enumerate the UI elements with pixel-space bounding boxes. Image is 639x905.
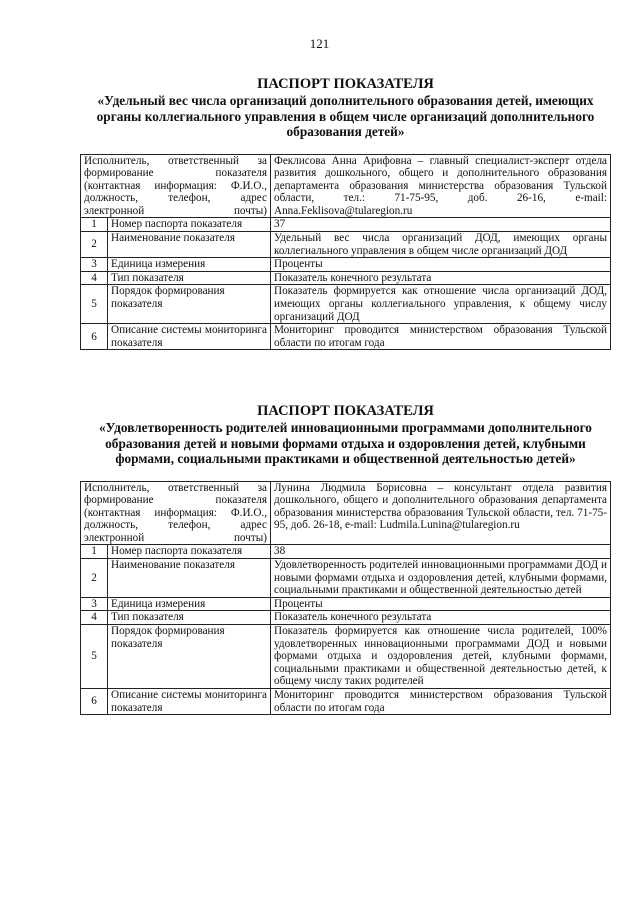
row-label: Порядок формирования показателя bbox=[108, 625, 271, 689]
row-label: Описание системы мониторинга показателя bbox=[108, 324, 271, 350]
table-row bbox=[81, 232, 611, 258]
row-value: Показатель конечного результата bbox=[271, 611, 611, 625]
passport-table bbox=[80, 154, 611, 351]
row-value: Удельный вес числа организаций ДОД, имеющих органы коллегиального управления в общем числе организаций ДОД bbox=[271, 232, 611, 258]
page-number: 121 bbox=[309, 36, 330, 51]
executor-label: Исполнитель, ответственный за формирование показателя (контактная информация: Ф.И.О., должность, телефон, адрес электронной почты) bbox=[81, 481, 271, 545]
table-row bbox=[81, 218, 611, 232]
row-label: Единица измерения bbox=[108, 597, 271, 611]
indicator-passport-38 bbox=[80, 403, 611, 715]
table-row bbox=[81, 559, 611, 598]
row-value: Удовлетворенность родителей инновационными программами ДОД и новыми формами отдыха и оздоровления детей, клубными формами, социальными практиками и общественной деятельностью детей bbox=[271, 559, 611, 598]
row-label: Тип показателя bbox=[108, 271, 271, 285]
row-value: Показатель формируется как отношение числа организаций ДОД, имеющих органы коллегиального управления, к общему числу организаций ДОД bbox=[271, 285, 611, 324]
passport-subtitle: «Удовлетворенность родителей инновационными программами дополнительного образования детей и новыми формами отдыха и оздоровления детей, клубными формами, социальными практиками и общественной деятельностью детей» bbox=[99, 420, 592, 466]
passport-subtitle: «Удельный вес числа организаций дополнительного образования детей, имеющих органы коллегиального управления в общем числе организаций дополнительного образования детей» bbox=[96, 93, 595, 139]
row-label: Описание системы мониторинга показателя bbox=[108, 689, 271, 715]
passport-table bbox=[80, 481, 611, 716]
row-number: 4 bbox=[81, 611, 108, 625]
row-number: 1 bbox=[81, 545, 108, 559]
row-label: Порядок формирования показателя bbox=[108, 285, 271, 324]
row-value: Показатель формируется как отношение числа родителей, 100% удовлетворенных инновационными программами ДОД и новыми формами отдыха и оздоровления детей, клубными формами, социальными практиками и общественной деятельностью детей, к общему числу таких родителей bbox=[271, 625, 611, 689]
executor-value: Лунина Людмила Борисовна – консультант отдела развития дошкольного, общего и дополнительного образования департамента образования министерства образования Тульской области, тел. 71-75-95, доб. 26-18, e-mail: Ludmila.Lunina@tularegion.ru bbox=[271, 481, 611, 545]
table-row bbox=[81, 481, 611, 545]
row-label: Единица измерения bbox=[108, 258, 271, 272]
table-row bbox=[81, 271, 611, 285]
row-label: Номер паспорта показателя bbox=[108, 545, 271, 559]
row-label: Наименование показателя bbox=[108, 559, 271, 598]
table-row bbox=[81, 324, 611, 350]
table-row bbox=[81, 258, 611, 272]
passport-title: ПАСПОРТ ПОКАЗАТЕЛЯ bbox=[257, 403, 434, 419]
row-number: 6 bbox=[81, 324, 108, 350]
executor-value: Феклисова Анна Арифовна – главный специалист-эксперт отдела развития дошкольного, общего и дополнительного образования департамента образования министерства образования Тульской области, тел.: 71-75-95, доб. 26-16, e-mail: Anna.Feklisova@tularegion.ru bbox=[271, 154, 611, 218]
row-value: Проценты bbox=[271, 258, 611, 272]
table-row bbox=[81, 545, 611, 559]
indicator-passport-37 bbox=[80, 76, 611, 350]
table-row bbox=[81, 597, 611, 611]
executor-label: Исполнитель, ответственный за формирование показателя (контактная информация: Ф.И.О., должность, телефон, адрес электронной почты) bbox=[81, 154, 271, 218]
table-row bbox=[81, 285, 611, 324]
table-row bbox=[81, 625, 611, 689]
row-number: 1 bbox=[81, 218, 108, 232]
row-value: Проценты bbox=[271, 597, 611, 611]
row-number: 3 bbox=[81, 258, 108, 272]
row-number: 4 bbox=[81, 271, 108, 285]
row-number: 5 bbox=[81, 625, 108, 689]
row-number: 6 bbox=[81, 689, 108, 715]
row-label: Номер паспорта показателя bbox=[108, 218, 271, 232]
row-number: 2 bbox=[81, 232, 108, 258]
row-value: Мониторинг проводится министерством образования Тульской области по итогам года bbox=[271, 689, 611, 715]
row-label: Наименование показателя bbox=[108, 232, 271, 258]
row-number: 5 bbox=[81, 285, 108, 324]
row-value: Мониторинг проводится министерством образования Тульской области по итогам года bbox=[271, 324, 611, 350]
row-value: 37 bbox=[271, 218, 611, 232]
table-row bbox=[81, 689, 611, 715]
row-number: 3 bbox=[81, 597, 108, 611]
row-number: 2 bbox=[81, 559, 108, 598]
table-row bbox=[81, 611, 611, 625]
row-value: 38 bbox=[271, 545, 611, 559]
row-label: Тип показателя bbox=[108, 611, 271, 625]
row-value: Показатель конечного результата bbox=[271, 271, 611, 285]
passport-title: ПАСПОРТ ПОКАЗАТЕЛЯ bbox=[257, 76, 434, 92]
table-row bbox=[81, 154, 611, 218]
